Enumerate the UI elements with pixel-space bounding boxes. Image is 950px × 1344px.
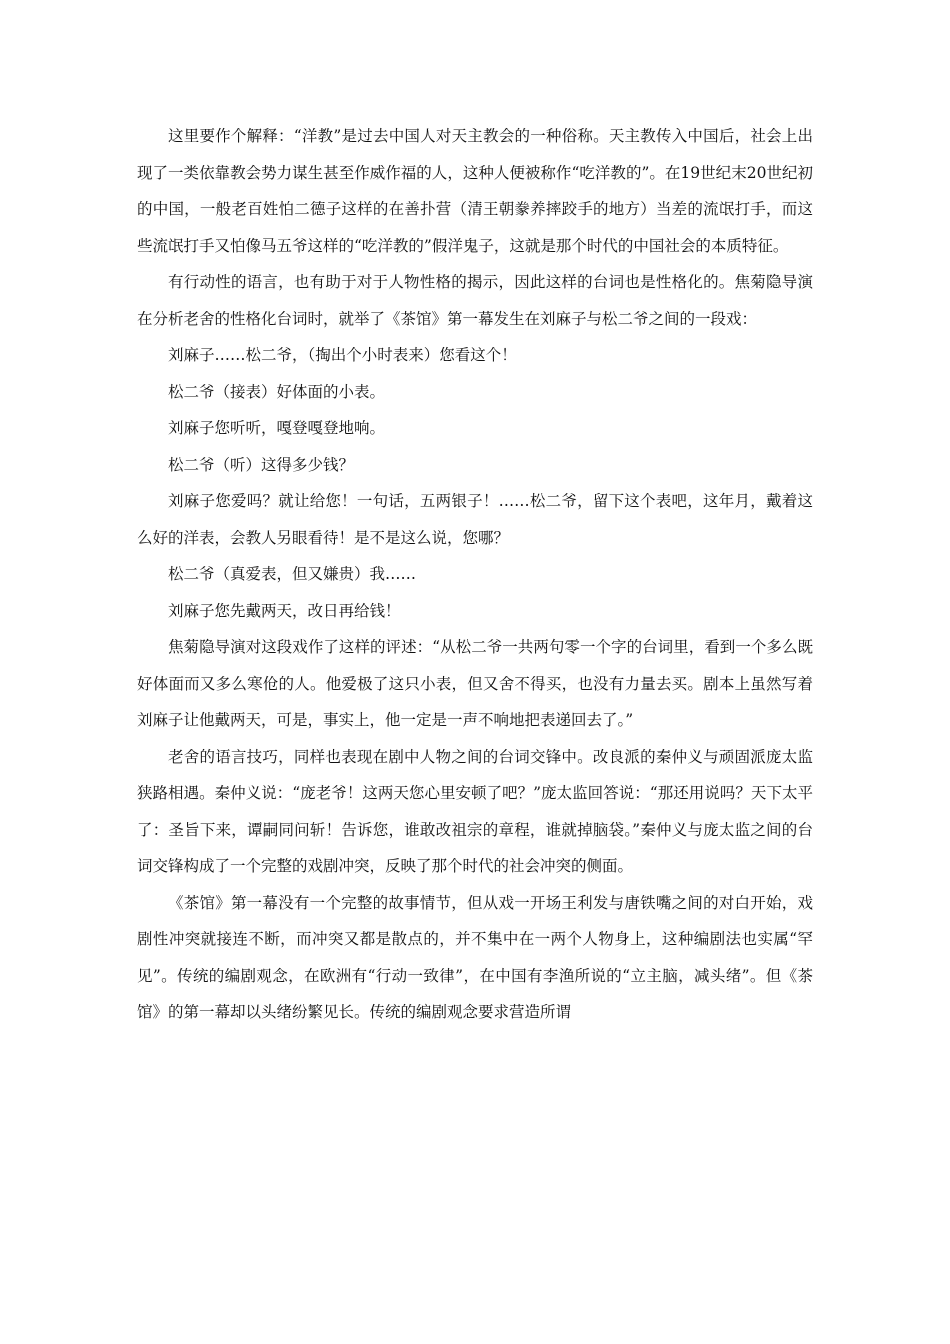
dialogue-line: 刘麻子……松二爷，（掏出个小时表来）您看这个！ [168, 346, 517, 364]
dialogue-line: 松二爷（听）这得多少钱？ [168, 455, 355, 474]
paragraph-yangjiao-explanation: 这里要作个解释：“洋教”是过去中国人对天主教会的一种俗称。天主教传入中国后，社会上出现了一类依靠教会势力谋生甚至作威作福的人，这种人便被称作“吃洋教的”。在19世纪末20世纪初的中国，一般老百姓怕二德子这样的在善扑营（清王朝豢养摔跤手的地方）当差的流氓打手，而这些流氓打手又怕像马五爷这样的“吃洋教的”假洋鬼子，这就是那个时代的中国社会的本质特征。 [137, 127, 813, 255]
body-text [137, 118, 813, 1031]
paragraph-dialogue-confrontation: 老舍的语言技巧，同样也表现在剧中人物之间的台词交锋中。改良派的秦仲义与顽固派庞太监狭路相遇。秦仲义说：“庞老爷！这两天您心里安顿了吧？”庞太监回答说：“那还用说吗？天下太平了：圣旨下来，谭嗣同问斩！告诉您，谁敢改祖宗的章程，谁就掉脑袋。”秦仲义与庞太监之间的台词交锋构成了一个完整的戏剧冲突，反映了那个时代的社会冲突的侧面。 [137, 747, 813, 875]
dialogue-line: 松二爷（真爱表，但又嫌贵）我…… [168, 565, 417, 583]
dialogue-line: 刘麻子您爱吗？就让给您！一句话，五两银子！……松二爷，留下这个表吧，这年月，戴着这么好的洋表，会教人另眼看待！是不是这么说，您哪？ [137, 492, 813, 547]
paragraph-plot-structure: 《茶馆》第一幕没有一个完整的故事情节，但从戏一开场王利发与唐铁嘴之间的对白开始，戏剧性冲突就接连不断，而冲突又都是散点的，并不集中在一两个人物身上，这种编剧法也实属“罕见”。传统的编剧观念，在欧洲有“行动一致律”，在中国有李渔所说的“立主脑，减头绪”。但《茶馆》的第一幕却以头绪纷繁见长。传统的编剧观念要求营造所谓 [137, 893, 813, 1021]
paragraph-director-comment: 焦菊隐导演对这段戏作了这样的评述：“从松二爷一共两句零一个字的台词里，看到一个多么既好体面而又多么寒伧的人。他爱极了这只小表，但又舍不得买，也没有力量去买。剧本上虽然写着刘麻子让他戴两天，可是，事实上，他一定是一声不响地把表递回去了。” [137, 638, 813, 729]
paragraph-characterized-dialogue: 有行动性的语言，也有助于对于人物性格的揭示，因此这样的台词也是性格化的。焦菊隐导演在分析老舍的性格化台词时，就举了《茶馆》第一幕发生在刘麻子与松二爷之间的一段戏： [137, 273, 813, 328]
dialogue-line: 松二爷（接表）好体面的小表。 [168, 382, 386, 401]
dialogue-line: 刘麻子您听听，嘎登嘎登地响。 [168, 419, 386, 437]
dialogue-line: 刘麻子您先戴两天，改日再给钱！ [168, 601, 401, 620]
